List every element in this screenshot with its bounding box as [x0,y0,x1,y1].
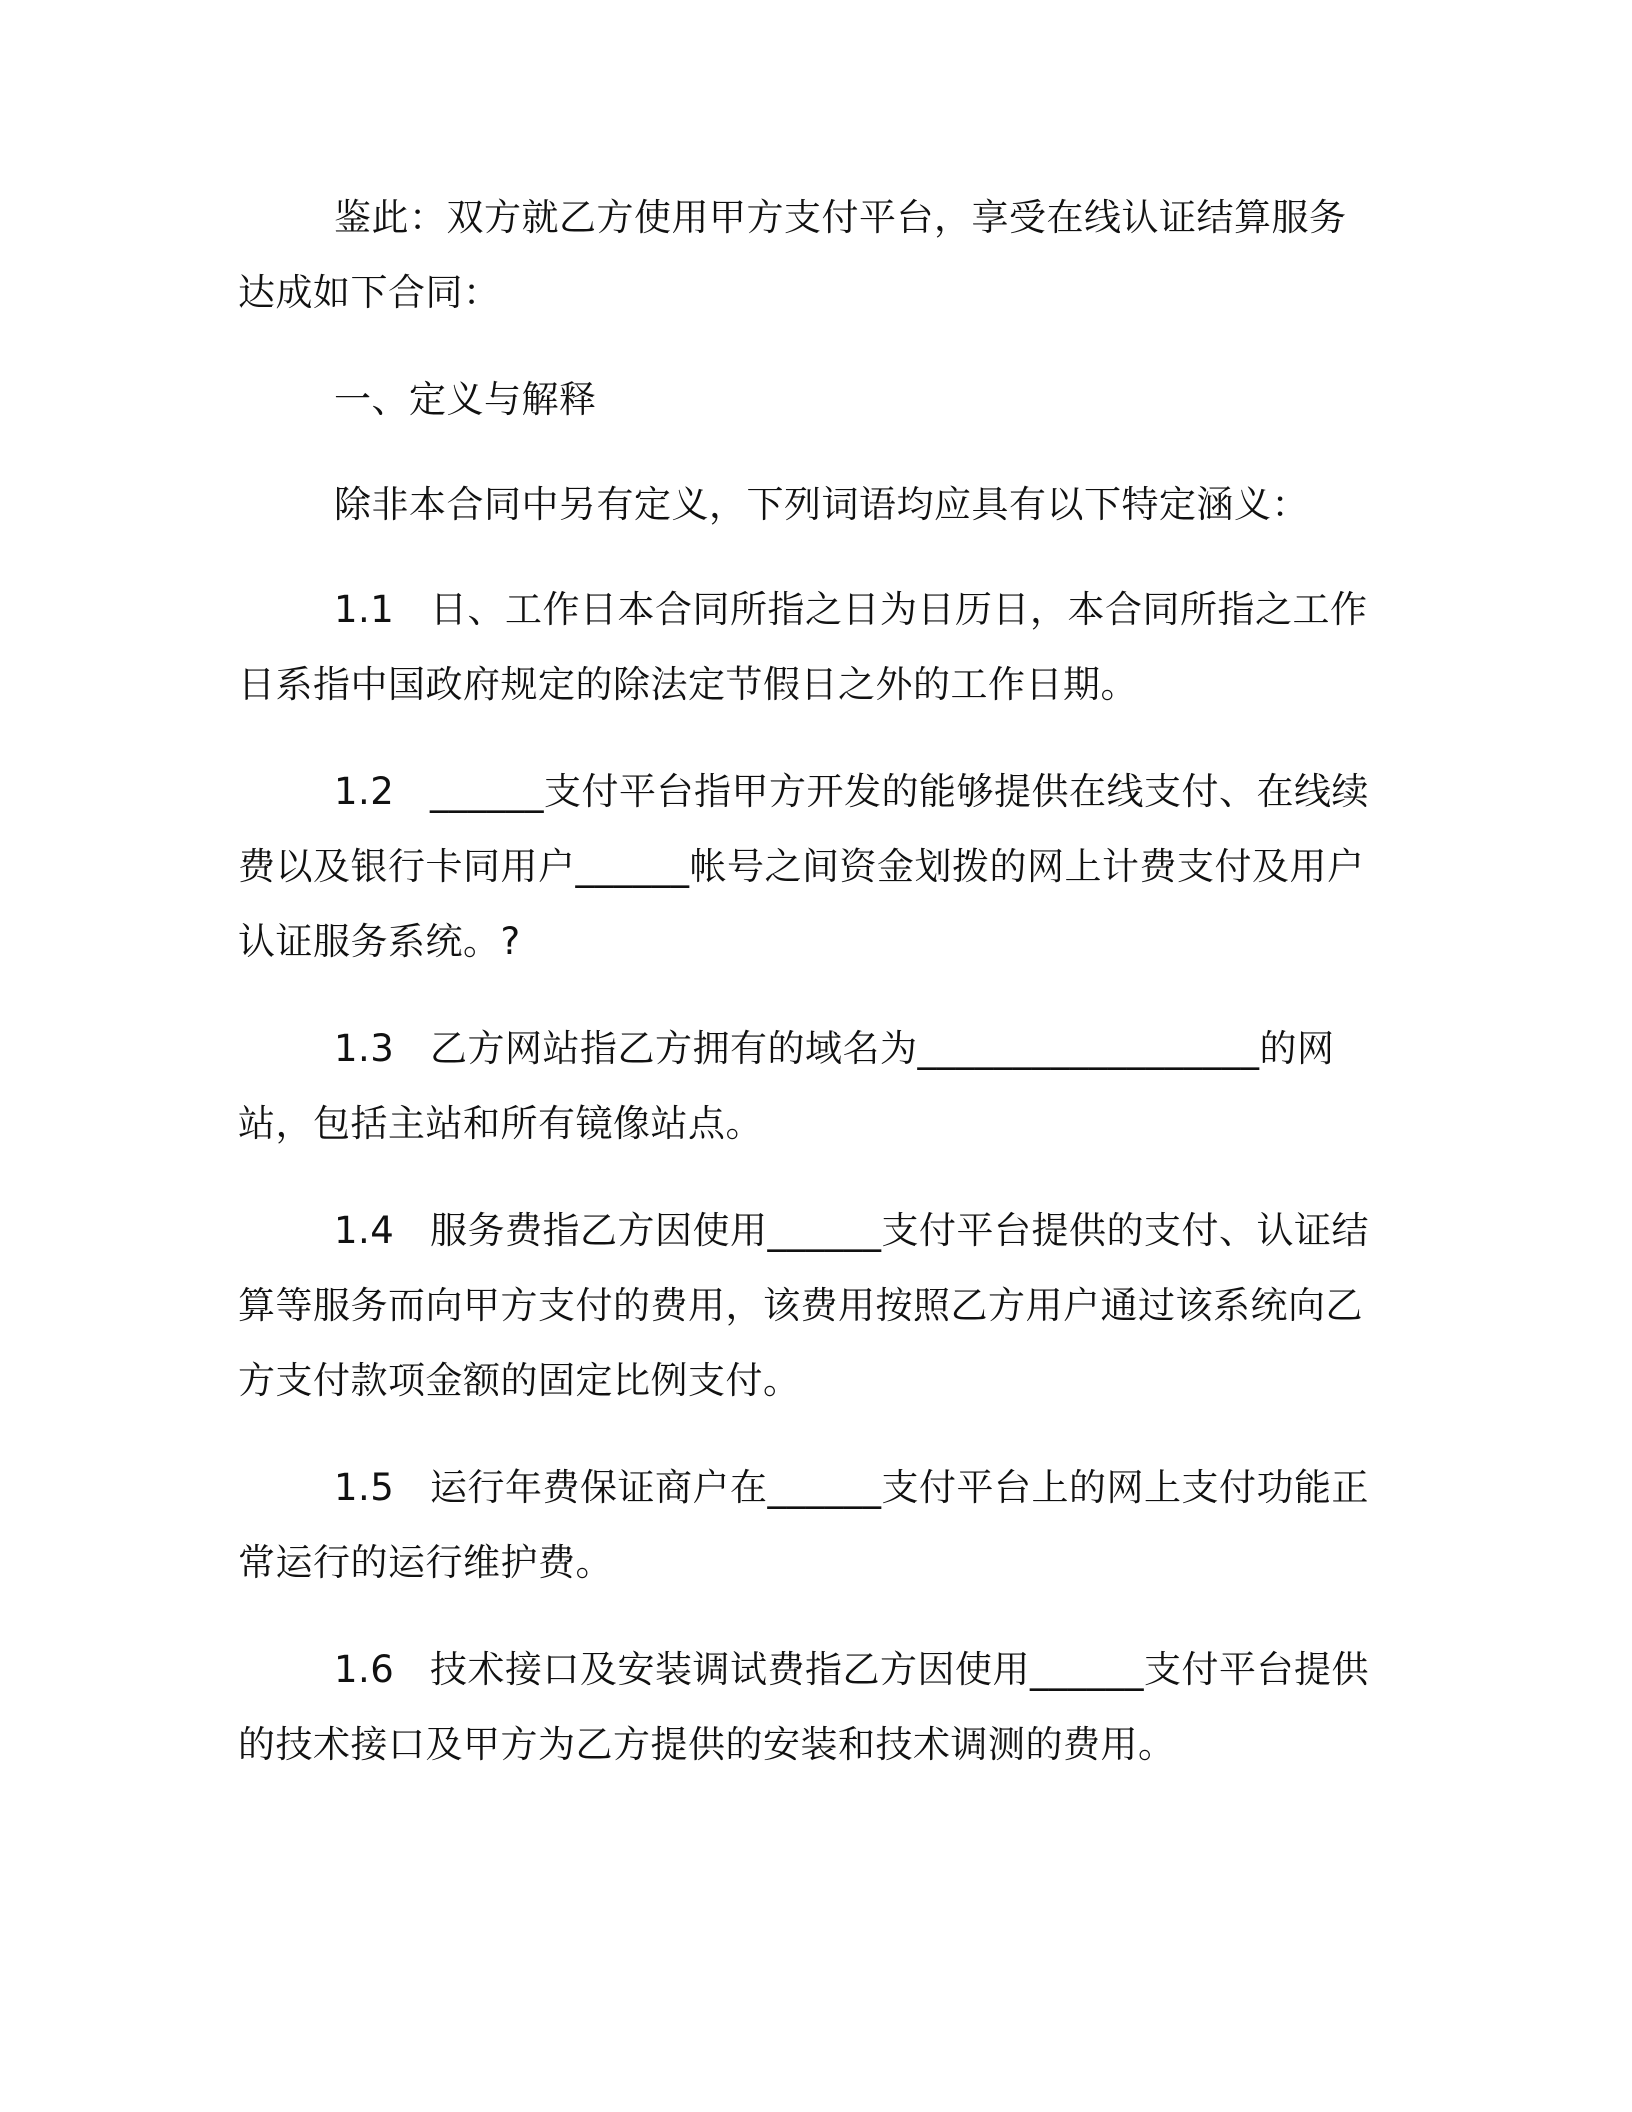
section-title: 一、定义与解释 [334,378,597,421]
clause-number: 1.5 [334,1466,395,1509]
clause-number: 1.1 [334,588,395,631]
clause-1-1 [238,572,1378,722]
clause-text: 服务费指乙方因使用______支付平台提供的支付、认证结算等服务而向甲方支付的费用，该费用按照乙方用户通过该系统向乙方支付款项金额的固定比例支付。 [238,1209,1369,1402]
clause-number: 1.2 [334,770,395,813]
clause-text: 日、工作日本合同所指之日为日历日，本合同所指之工作日系指中国政府规定的除法定节假日之外的工作日期。 [238,588,1368,706]
document-body [238,180,1378,1814]
clause-text: 运行年费保证商户在______支付平台上的网上支付功能正常运行的运行维护费。 [238,1466,1369,1584]
clause-number: 1.6 [334,1648,395,1691]
clause-text: ______支付平台指甲方开发的能够提供在线支付、在线续费以及银行卡同用户______帐号之间资金划拨的网上计费支付及用户认证服务系统。? [238,770,1369,963]
clause-text: 乙方网站指乙方拥有的域名为__________________的网站，包括主站和所有镜像站点。 [238,1027,1335,1145]
clause-number: 1.3 [334,1027,395,1070]
clause-1-2 [238,754,1378,979]
clause-1-3 [238,1011,1378,1161]
section-lead: 除非本合同中另有定义，下列词语均应具有以下特定涵义： [334,483,1309,526]
clause-1-5 [238,1450,1378,1600]
clause-text: 技术接口及安装调试费指乙方因使用______支付平台提供的技术接口及甲方为乙方提供的安装和技术调测的费用。 [238,1648,1369,1766]
clause-1-6 [238,1632,1378,1782]
clause-number: 1.4 [334,1209,395,1252]
clause-1-4 [238,1193,1378,1418]
intro-paragraph: 鉴此：双方就乙方使用甲方支付平台，享受在线认证结算服务达成如下合同： [238,196,1347,314]
